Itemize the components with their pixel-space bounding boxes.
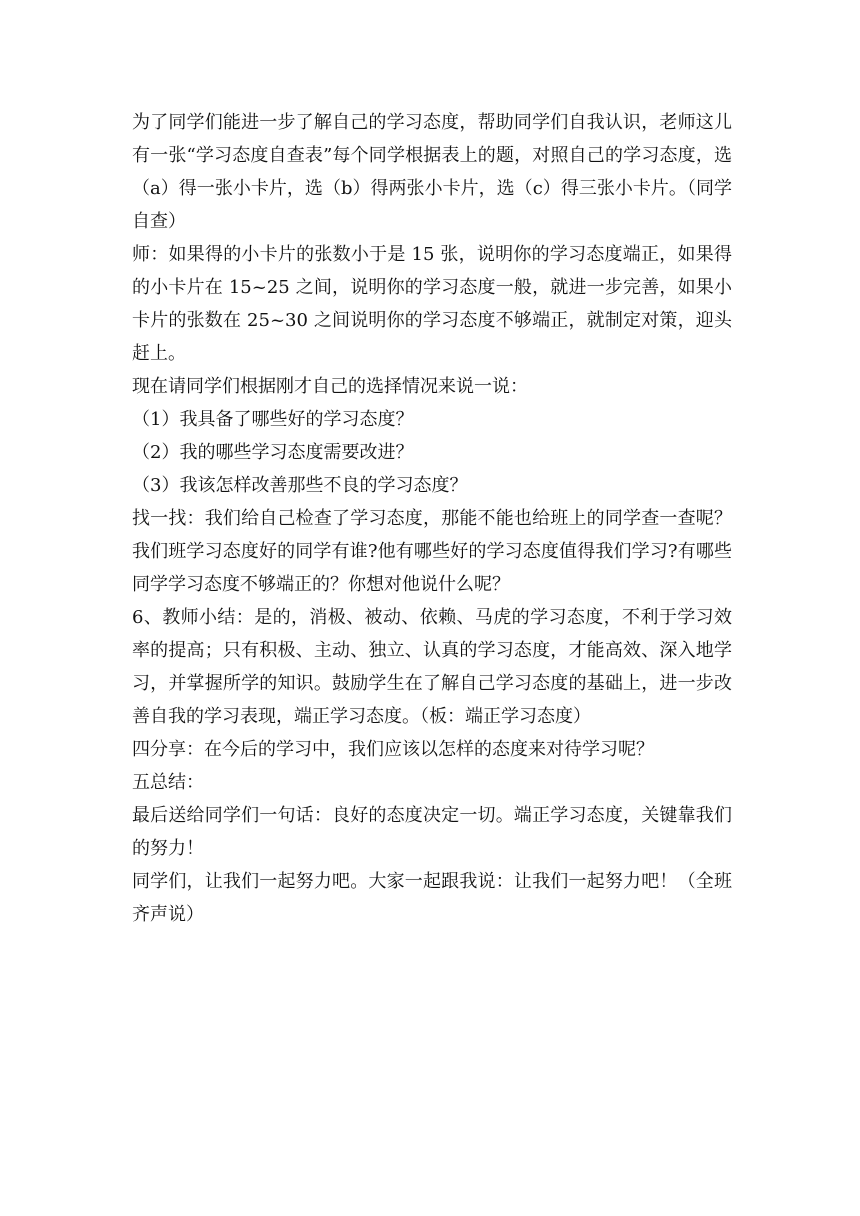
paragraph-teacher-summary: 6、教师小结：是的，消极、被动、依赖、马虎的学习态度，不利于学习效率的提高；只有积极、主动、独立、认真的学习态度，才能高效、深入地学习，并掌握所学的知识。鼓励学生在了解自己学习态度的基础上，进一步改善自我的学习表现，端正学习态度。（板：端正学习态度）	[132, 607, 732, 727]
paragraph-conclusion-heading: 五总结：	[132, 772, 204, 793]
paragraph-discussion-prompt: 现在请同学们根据刚才自己的选择情况来说一说：	[132, 376, 528, 397]
paragraph-closing-quote: 最后送给同学们一句话：良好的态度决定一切。端正学习态度，关键靠我们的努力！	[132, 805, 732, 859]
paragraph-question-2: （2）我的哪些学习态度需要改进？	[132, 442, 414, 463]
paragraph-final-call: 同学们，让我们一起努力吧。大家一起跟我说：让我们一起努力吧！（全班齐声说）	[132, 871, 732, 925]
paragraph-teacher-note: 师：如果得的小卡片的张数小于是 15 张，说明你的学习态度端正，如果得的小卡片在 15~25 之间，说明你的学习态度一般，就进一步完善，如果小卡片的张数在 25~30 之间说明你的学习态度不够端正，就制定对策，迎头赶上。	[132, 244, 732, 364]
paragraph-question-3: （3）我该怎样改善那些不良的学习态度？	[132, 475, 468, 496]
paragraph-intro: 为了同学们能进一步了解自己的学习态度，帮助同学们自我认识，老师这儿有一张“学习态度自查表”每个同学根据表上的题，对照自己的学习态度，选（a）得一张小卡片，选（b）得两张小卡片，选（c）得三张小卡片。（同学自查）	[132, 112, 732, 232]
paragraph-question-1: （1）我具备了哪些好的学习态度？	[132, 409, 414, 430]
paragraph-share: 四分享：在今后的学习中，我们应该以怎样的态度来对待学习呢？	[132, 739, 654, 760]
paragraph-find-activity: 找一找：我们给自己检查了学习态度，那能不能也给班上的同学查一查呢？我们班学习态度好的同学有谁?他有哪些好的学习态度值得我们学习?有哪些同学学习态度不够端正的？你想对他说什么呢？	[132, 508, 732, 595]
document-body	[132, 106, 732, 931]
